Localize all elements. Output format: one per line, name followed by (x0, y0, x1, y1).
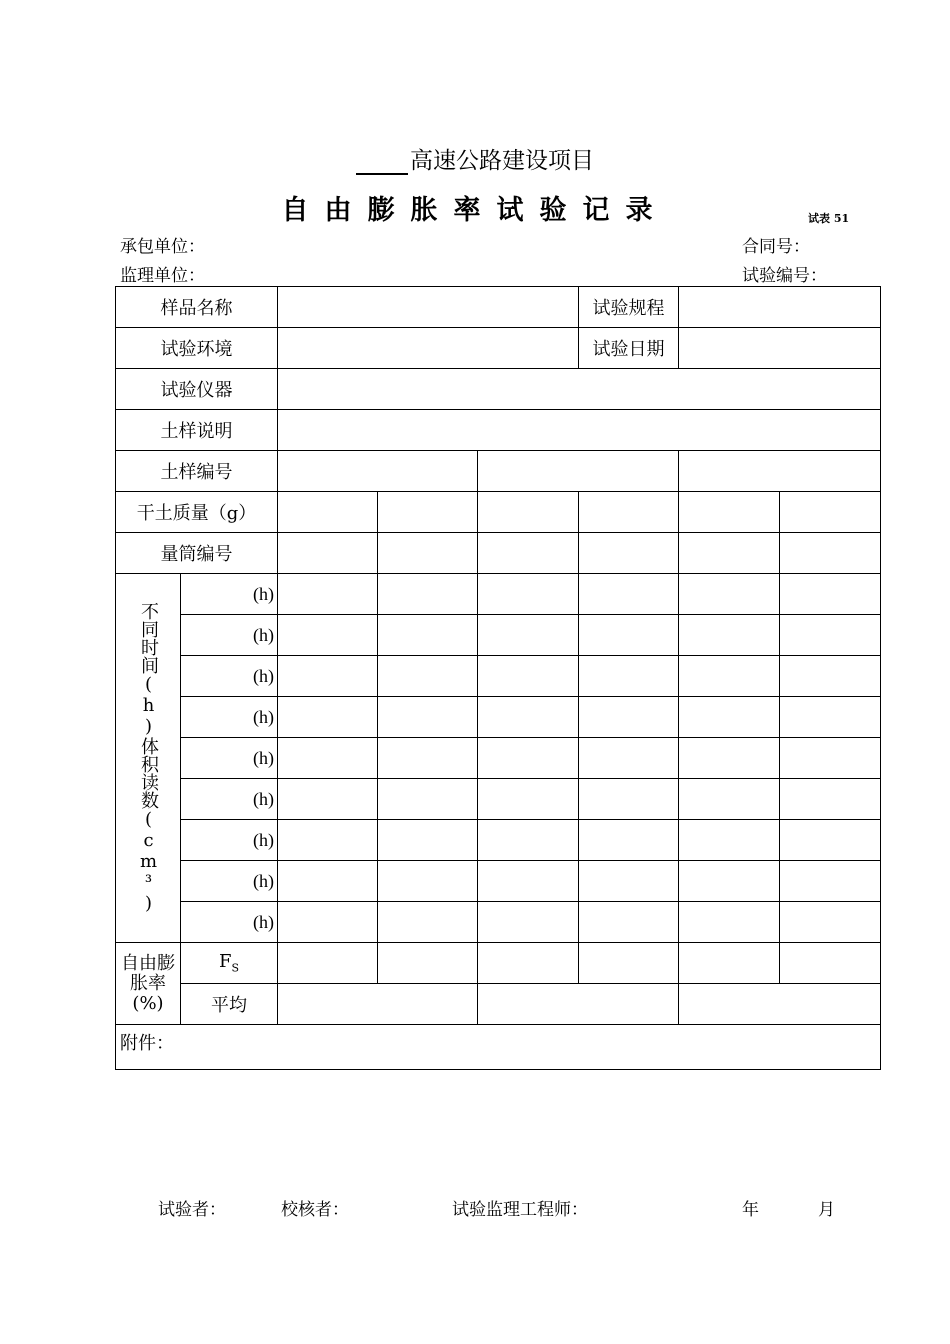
project-title-text: 高速公路建设项目 (410, 148, 594, 174)
test-environment-label: 试验环境 (116, 328, 278, 369)
reading-cell[interactable] (278, 615, 378, 656)
volume-reading-label-cell (116, 574, 181, 943)
soil-sample-no-cell[interactable] (679, 451, 881, 492)
reading-cell[interactable] (780, 656, 881, 697)
reading-cell[interactable] (378, 820, 478, 861)
test-environment-value[interactable] (278, 328, 579, 369)
reading-cell[interactable] (278, 574, 378, 615)
reading-cell[interactable] (478, 697, 579, 738)
dry-soil-mass-cell[interactable] (579, 492, 679, 533)
test-instrument-value[interactable] (278, 369, 881, 410)
soil-sample-no-cell[interactable] (278, 451, 478, 492)
reading-cell[interactable] (478, 656, 579, 697)
contractor-label: 承包单位： (120, 237, 205, 257)
reading-cell[interactable] (579, 656, 679, 697)
reading-cell[interactable] (679, 902, 780, 943)
sample-name-value[interactable] (278, 287, 579, 328)
hour-cell[interactable]: (h) (181, 574, 278, 615)
hour-cell[interactable]: (h) (181, 779, 278, 820)
reading-cell[interactable] (579, 779, 679, 820)
fs-label-sub: S (231, 961, 240, 975)
hour-cell[interactable]: (h) (181, 738, 278, 779)
reading-cell[interactable] (780, 820, 881, 861)
cylinder-no-cell[interactable] (679, 533, 780, 574)
cylinder-no-cell[interactable] (579, 533, 679, 574)
project-title (0, 142, 950, 175)
reading-cell[interactable] (579, 820, 679, 861)
form-title: 自由膨胀率试验记录 (281, 195, 669, 226)
attachment-cell[interactable] (116, 1025, 881, 1070)
reading-cell[interactable] (478, 615, 579, 656)
hour-cell[interactable]: (h) (181, 697, 278, 738)
average-cell[interactable] (679, 984, 881, 1025)
reading-cell[interactable] (478, 574, 579, 615)
fs-cell[interactable] (679, 943, 780, 984)
hour-cell[interactable]: (h) (181, 615, 278, 656)
fs-cell[interactable] (579, 943, 679, 984)
reading-cell[interactable] (679, 574, 780, 615)
reading-cell[interactable] (679, 779, 780, 820)
project-name-blank[interactable] (356, 151, 408, 175)
reading-cell[interactable] (378, 615, 478, 656)
reading-cell[interactable] (679, 861, 780, 902)
reading-cell[interactable] (780, 697, 881, 738)
reading-cell[interactable] (679, 697, 780, 738)
dry-soil-mass-cell[interactable] (780, 492, 881, 533)
contract-no-label: 合同号： (742, 237, 810, 257)
month-label: 月 (818, 1200, 835, 1220)
fs-cell[interactable] (780, 943, 881, 984)
cylinder-no-cell[interactable] (780, 533, 881, 574)
free-swell-rate-label: 自由膨胀率(%) (116, 943, 181, 1025)
test-date-label: 试验日期 (579, 328, 679, 369)
reading-cell[interactable] (579, 902, 679, 943)
reading-cell[interactable] (278, 820, 378, 861)
test-date-value[interactable] (679, 328, 881, 369)
reading-cell[interactable] (579, 738, 679, 779)
dry-soil-mass-cell[interactable] (378, 492, 478, 533)
reading-cell[interactable] (478, 902, 579, 943)
reading-cell[interactable] (378, 574, 478, 615)
year-label: 年 (742, 1200, 759, 1220)
reading-cell[interactable] (780, 779, 881, 820)
reading-cell[interactable] (780, 902, 881, 943)
volume-reading-label: 不同时间(h)体积读数(cm³) (138, 602, 159, 914)
reading-cell[interactable] (478, 861, 579, 902)
reading-cell[interactable] (780, 738, 881, 779)
reading-cell[interactable] (679, 656, 780, 697)
fs-label (181, 943, 278, 984)
hour-cell[interactable]: (h) (181, 820, 278, 861)
reading-cell[interactable] (278, 902, 378, 943)
fs-cell[interactable] (378, 943, 478, 984)
test-standard-value[interactable] (679, 287, 881, 328)
reading-cell[interactable] (378, 861, 478, 902)
dry-soil-mass-cell[interactable] (478, 492, 579, 533)
reading-cell[interactable] (278, 656, 378, 697)
fs-cell[interactable] (478, 943, 579, 984)
reading-cell[interactable] (378, 697, 478, 738)
cylinder-no-cell[interactable] (378, 533, 478, 574)
average-cell[interactable] (278, 984, 478, 1025)
soil-description-label: 土样说明 (116, 410, 278, 451)
reading-cell[interactable] (780, 615, 881, 656)
hour-cell[interactable]: (h) (181, 902, 278, 943)
test-standard-label: 试验规程 (579, 287, 679, 328)
reading-cell[interactable] (579, 574, 679, 615)
attachment-label: 附件： (120, 1033, 174, 1054)
soil-description-value[interactable] (278, 410, 881, 451)
test-instrument-label: 试验仪器 (116, 369, 278, 410)
dry-soil-mass-cell[interactable] (679, 492, 780, 533)
reading-cell[interactable] (378, 738, 478, 779)
soil-sample-no-cell[interactable] (478, 451, 679, 492)
cylinder-no-cell[interactable] (478, 533, 579, 574)
reading-cell[interactable] (579, 697, 679, 738)
soil-sample-no-label: 土样编号 (116, 451, 278, 492)
reading-cell[interactable] (278, 861, 378, 902)
sample-name-label: 样品名称 (116, 287, 278, 328)
dry-soil-mass-label: 干土质量（g） (116, 492, 278, 533)
reading-cell[interactable] (679, 820, 780, 861)
reading-cell[interactable] (679, 615, 780, 656)
fs-label-main: F (218, 951, 232, 973)
supervisor-label: 监理单位： (120, 266, 205, 286)
hour-cell[interactable]: (h) (181, 861, 278, 902)
average-label: 平均 (181, 984, 278, 1025)
tester-label: 试验者： (158, 1200, 226, 1220)
reading-cell[interactable] (780, 861, 881, 902)
cylinder-no-label: 量筒编号 (116, 533, 278, 574)
reading-cell[interactable] (278, 779, 378, 820)
test-no-label: 试验编号： (742, 266, 827, 286)
reading-cell[interactable] (378, 902, 478, 943)
cylinder-no-cell[interactable] (278, 533, 378, 574)
reading-cell[interactable] (780, 574, 881, 615)
dry-soil-mass-cell[interactable] (278, 492, 378, 533)
reading-cell[interactable] (378, 779, 478, 820)
reading-cell[interactable] (478, 738, 579, 779)
fs-cell[interactable] (278, 943, 378, 984)
average-cell[interactable] (478, 984, 679, 1025)
reading-cell[interactable] (278, 738, 378, 779)
hour-cell[interactable]: (h) (181, 656, 278, 697)
supervising-engineer-label: 试验监理工程师： (452, 1200, 588, 1220)
reading-cell[interactable] (679, 738, 780, 779)
reading-cell[interactable] (579, 615, 679, 656)
form-code: 试表 51 (808, 212, 850, 225)
reading-cell[interactable] (278, 697, 378, 738)
reading-cell[interactable] (478, 820, 579, 861)
reading-cell[interactable] (378, 656, 478, 697)
record-table (115, 286, 881, 1070)
checker-label: 校核者： (281, 1200, 349, 1220)
reading-cell[interactable] (579, 861, 679, 902)
reading-cell[interactable] (478, 779, 579, 820)
